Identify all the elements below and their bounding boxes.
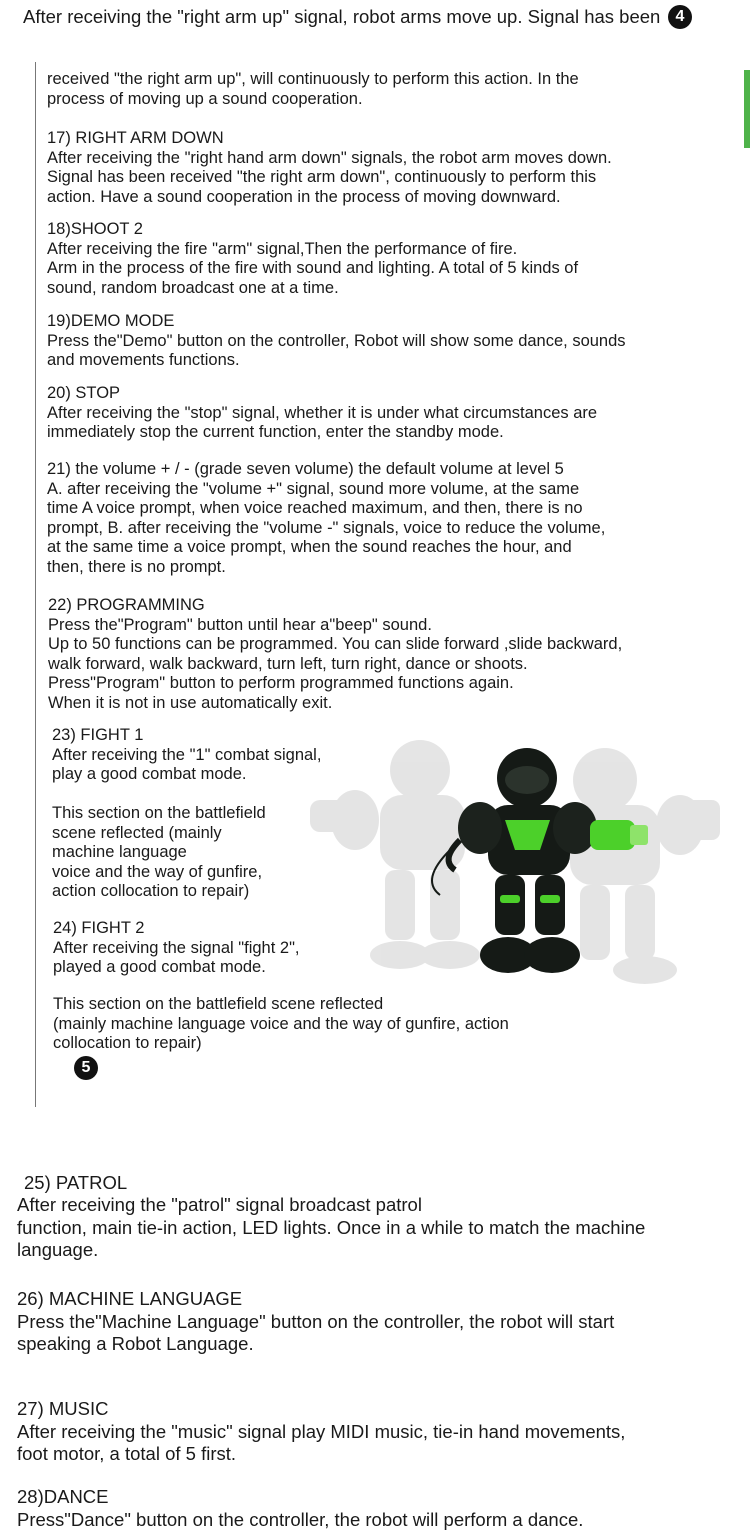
text-line: Signal has been received "the right arm down", continuously to perform this: [47, 168, 597, 186]
section-21: [47, 460, 605, 577]
section-title: 28)DANCE: [17, 1486, 109, 1507]
text-line: action collocation to repair): [52, 882, 250, 900]
text-line: After receiving the signal "fight 2",: [53, 938, 300, 957]
text-line: received "the right arm up", will continuously to perform this action. In the: [47, 70, 579, 88]
section-title: 17) RIGHT ARM DOWN: [47, 129, 224, 147]
text-line: Press"Program" button to perform programmed functions again.: [48, 674, 514, 692]
section-23: [52, 726, 321, 785]
section-25: [17, 1194, 645, 1262]
text-line: language.: [17, 1239, 99, 1260]
section-20: [47, 384, 597, 443]
section-28: [17, 1486, 583, 1531]
text-line: Up to 50 functions can be programmed. You can slide forward ,slide backward,: [48, 635, 623, 653]
text-line: Press the"Machine Language" button on the controller, the robot will start: [17, 1310, 615, 1332]
text-line: This section on the battlefield scene reflected: [53, 995, 384, 1013]
section-title: 19)DEMO MODE: [47, 312, 175, 330]
text-line: After receiving the fire "arm" signal,Then the performance of fire.: [47, 239, 518, 258]
section-title: 27) MUSIC: [17, 1398, 109, 1419]
section-title: 24) FIGHT 2: [53, 919, 145, 937]
section-24: [53, 919, 300, 978]
section-19: [47, 312, 626, 371]
page-number-badge: 5: [74, 1056, 98, 1080]
section-title: 22) PROGRAMMING: [48, 596, 205, 614]
section-17: [47, 129, 612, 207]
text-line: When it is not in use automatically exit.: [48, 693, 333, 712]
text-line: machine language: [52, 843, 187, 861]
text-line: then, there is no prompt.: [47, 557, 226, 576]
text-line: and movements functions.: [47, 351, 240, 369]
section-title: 20) STOP: [47, 384, 121, 402]
text-line: (mainly machine language voice and the way of gunfire, action: [53, 1014, 509, 1033]
text-line: After receiving the "right hand arm down" signals, the robot arm moves down.: [47, 148, 612, 167]
text-line: This section on the battlefield: [52, 804, 266, 822]
section-26: [17, 1288, 614, 1356]
text-line: at the same time a voice prompt, when the sound reaches the hour, and: [47, 538, 572, 556]
text-line: Press the"Demo" button on the controller, Robot will show some dance, sounds: [47, 331, 626, 350]
section-23-note: [52, 804, 266, 902]
section-title: 21) the volume + / - (grade seven volume) the default volume at level 5: [47, 460, 564, 478]
section-18: [47, 220, 578, 298]
page-number-badge: 4: [668, 5, 692, 29]
section-22: [48, 596, 622, 713]
text-line: process of moving up a sound cooperation.: [47, 89, 363, 108]
text-line: A. after receiving the "volume +" signal, sound more volume, at the same: [47, 479, 580, 498]
text-line: scene reflected (mainly: [52, 823, 222, 842]
text-line: play a good combat mode.: [52, 765, 247, 783]
text-line: After receiving the "music" signal play MIDI music, tie-in hand movements,: [17, 1420, 626, 1442]
section-title: 18)SHOOT 2: [47, 220, 143, 238]
robot-illustration: [300, 730, 740, 1010]
section-27: [17, 1398, 625, 1466]
text-line: function, main tie-in action, LED lights. Once in a while to match the machine: [17, 1216, 646, 1238]
section-title: 26) MACHINE LANGUAGE: [17, 1288, 243, 1309]
text-line: Arm in the process of the fire with sound and lighting. A total of 5 kinds of: [47, 259, 579, 277]
section-25-title: 25) PATROL: [24, 1172, 128, 1193]
text-line: time A voice prompt, when voice reached maximum, and then, there is no: [47, 499, 583, 517]
margin-rule: [35, 62, 36, 1107]
text-line: collocation to repair): [53, 1034, 202, 1052]
text-line: action. Have a sound cooperation in the process of moving downward.: [47, 187, 561, 206]
text-line: After receiving the "1" combat signal,: [52, 745, 322, 764]
text-line: played a good combat mode.: [53, 958, 266, 976]
text-line: After receiving the "patrol" signal broadcast patrol: [17, 1194, 422, 1215]
page-header-text: After receiving the "right arm up" signal, robot arms move up. Signal has been: [23, 6, 661, 27]
text-line: voice and the way of gunfire,: [52, 862, 263, 881]
intro-paragraph: [47, 70, 579, 109]
text-line: immediately stop the current function, enter the standby mode.: [47, 423, 504, 441]
text-line: Press the"Program" button until hear a"beep" sound.: [48, 615, 432, 634]
text-line: prompt, B. after receiving the "volume -" signals, voice to reduce the volume,: [47, 518, 606, 537]
text-line: After receiving the "stop" signal, whether it is under what circumstances are: [47, 403, 598, 422]
text-line: Press"Dance" button on the controller, the robot will perform a dance.: [17, 1508, 584, 1530]
text-line: sound, random broadcast one at a time.: [47, 278, 339, 297]
section-title: 23) FIGHT 1: [52, 726, 144, 744]
text-line: foot motor, a total of 5 first.: [17, 1443, 237, 1464]
edge-color-tab: [744, 70, 750, 148]
text-line: speaking a Robot Language.: [17, 1333, 254, 1354]
text-line: walk forward, walk backward, turn left, turn right, dance or shoots.: [48, 654, 528, 673]
